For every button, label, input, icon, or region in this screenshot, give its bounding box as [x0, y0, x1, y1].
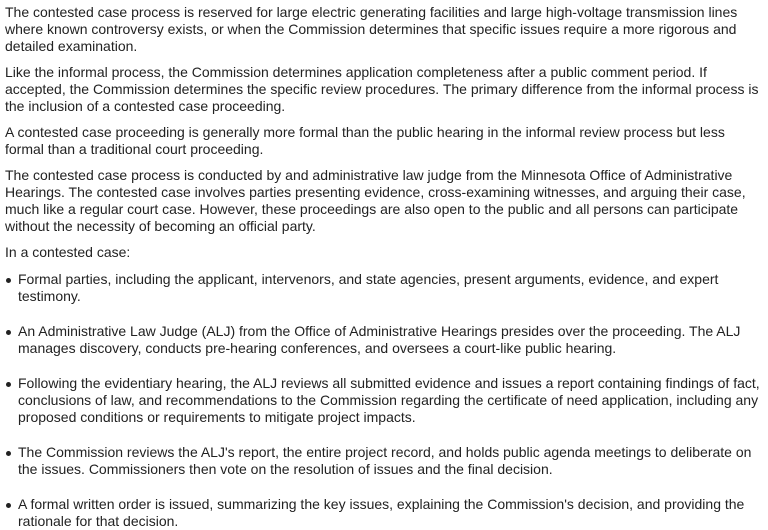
list-item	[5, 375, 762, 426]
paragraph-formality: A contested case proceeding is generally more formal than the public hearing in the informal review process but less formal than a traditional court proceeding.	[5, 124, 725, 157]
bullet-icon	[6, 503, 11, 508]
paragraph-completeness: Like the informal process, the Commission determines application completeness after a public comment period. If accepted, the Commission determines the specific review procedures. The primary difference from the informal process is the inclusion of a contested case proceeding.	[5, 64, 759, 114]
paragraph-intro: The contested case process is reserved for large electric generating facilities and large high-voltage transmission lines where known controversy exists, or when the Commission determines that specific issues require a more rigorous and detailed examination.	[5, 4, 738, 54]
bullet-icon	[6, 330, 11, 335]
list-item-text: An Administrative Law Judge (ALJ) from the Office of Administrative Hearings presides over the proceeding. The ALJ manages discovery, conducts pre-hearing conferences, and oversees a court-like public hearing.	[18, 323, 741, 356]
list-item-text: Formal parties, including the applicant, intervenors, and state agencies, present arguments, evidence, and expert testimony.	[18, 271, 719, 304]
contested-case-steps-list	[5, 271, 762, 530]
list-item-text: The Commission reviews the ALJ's report, the entire project record, and holds public agenda meetings to deliberate on the issues. Commissioners then vote on the resolution of issues and the final decision.	[18, 444, 752, 477]
list-item	[5, 323, 762, 357]
bullet-icon	[6, 382, 11, 387]
list-item	[5, 496, 762, 530]
list-item-text: Following the evidentiary hearing, the ALJ reviews all submitted evidence and issues a report containing findings of fact, conclusions of law, and recommendations to the Commission regarding the certificate of need application, including any proposed conditions or requirements to mitigate project impacts.	[18, 375, 760, 425]
paragraph-list-lead: In a contested case:	[5, 244, 131, 260]
paragraph-alj-conduct: The contested case process is conducted by and administrative law judge from the Minnesota Office of Administrative Hearings. The contested case involves parties presenting evidence, cross-examining witnesses, and arguing their case, much like a regular court case. However, these proceedings are also open to the public and all persons can participate without the necessity of becoming an official party.	[5, 167, 746, 234]
bullet-icon	[6, 451, 11, 456]
bullet-icon	[6, 278, 11, 283]
list-item	[5, 444, 762, 478]
list-item-text: A formal written order is issued, summarizing the key issues, explaining the Commission's decision, and providing the rationale for that decision.	[18, 496, 745, 529]
list-item	[5, 271, 762, 305]
